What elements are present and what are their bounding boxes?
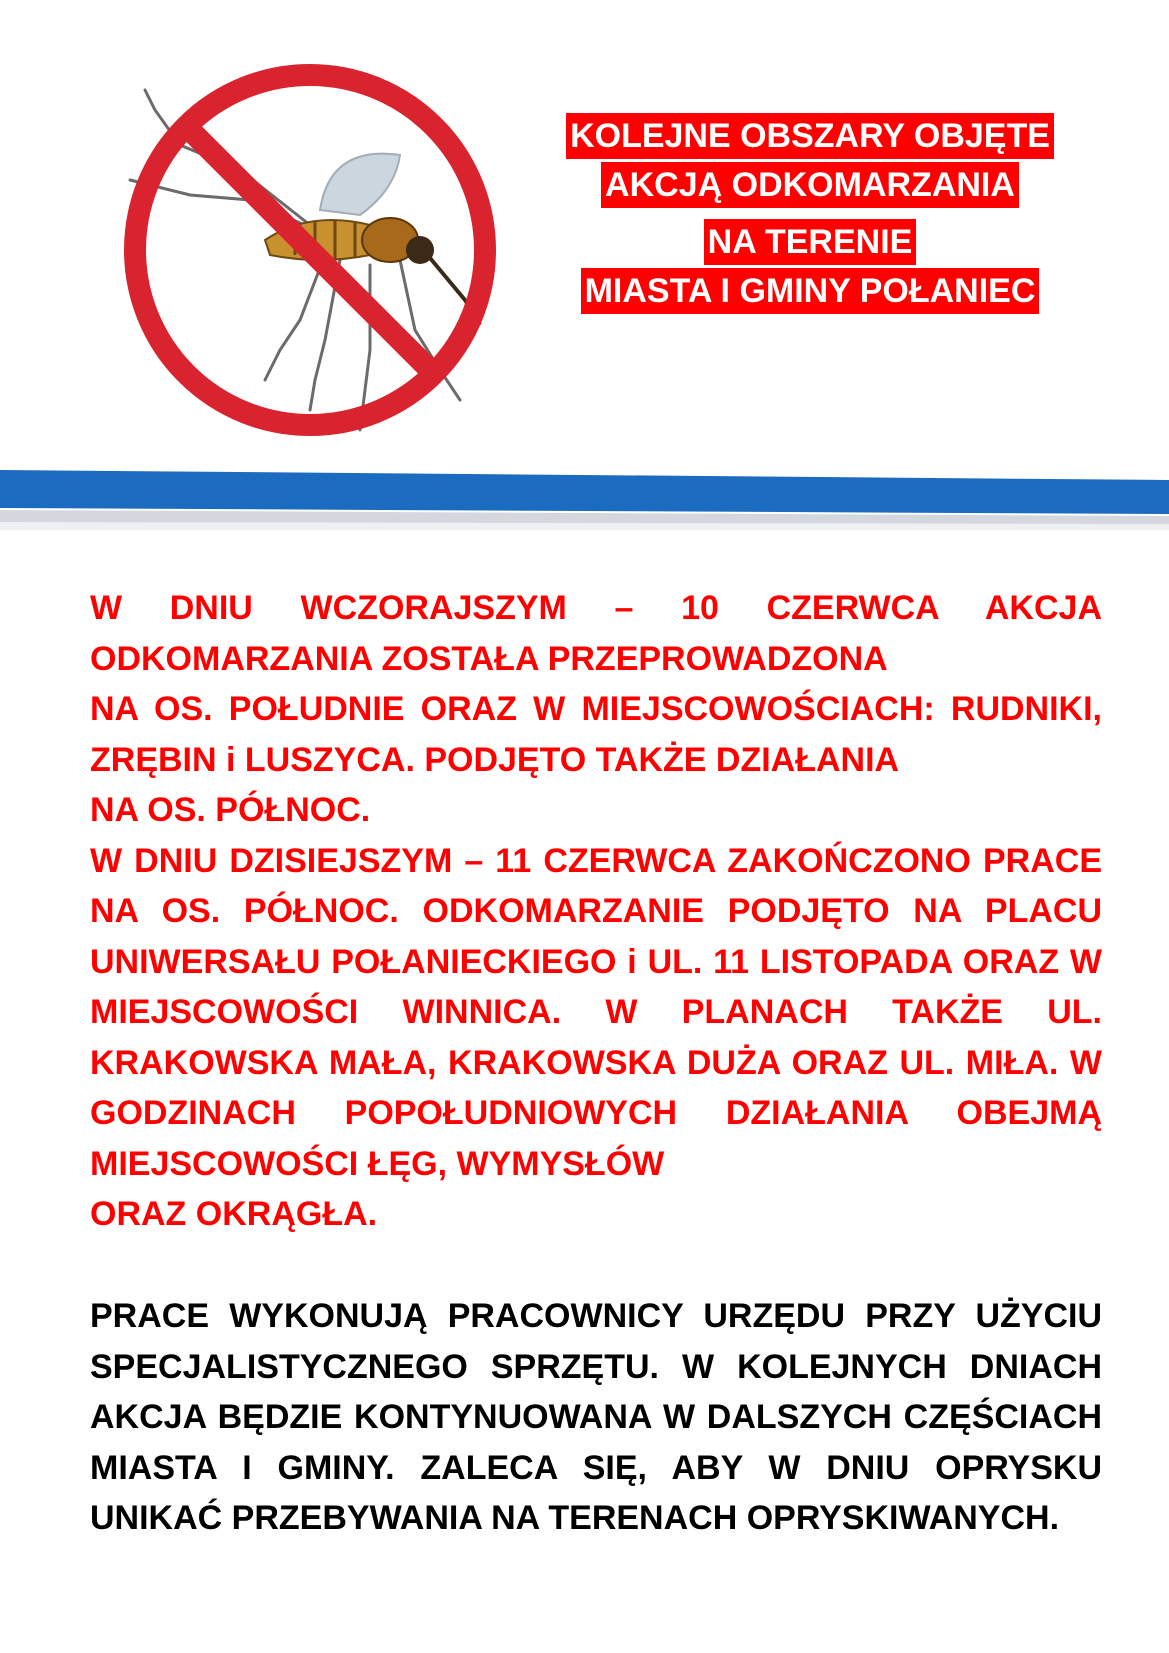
red-paragraph-part-4: W DNIU DZISIEJSZYM – 11 CZERWCA ZAKOŃCZONO PRACE NA OS. PÓŁNOC. ODKOMARZANIE PODJĘTO NA PLACU UNIWERSAŁU POŁANIECKIEGO i UL. 11 LISTOPADA ORAZ W MIEJSCOWOŚCI WINNICA. W PLANACH TAKŻE UL. KRAKOWSKA MAŁA, KRAKOWSKA DUŻA ORAZ UL. MIŁA. W GODZINACH POPOŁUDNIOWYCH DZIAŁANIA OBEJMĄ MIEJSCOWOŚCI ŁĘG, WYMYSŁÓW bbox=[90, 841, 1102, 1183]
title-block bbox=[520, 113, 1100, 325]
red-paragraph-part-1: W DNIU WCZORAJSZYM – 10 CZERWCA AKCJA ODKOMARZANIA ZOSTAŁA PRZEPROWADZONA bbox=[90, 589, 1102, 678]
title-line-2: AKCJĄ ODKOMARZANIA bbox=[601, 162, 1019, 208]
red-paragraph-part-2: NA OS. POŁUDNIE ORAZ W MIEJSCOWOŚCIACH: RUDNIKI, ZRĘBIN i LUSZYCA. PODJĘTO TAKŻE DZIAŁANIA bbox=[90, 690, 1102, 779]
title-line-4: MIASTA I GMINY POŁANIEC bbox=[581, 268, 1040, 314]
black-paragraph: PRACE WYKONUJĄ PRACOWNICY URZĘDU PRZY UŻYCIU SPECJALISTYCZNEGO SPRZĘTU. W KOLEJNYCH DNIACH AKCJA BĘDZIE KONTYNUOWANA W DALSZYCH CZĘŚCIACH MIASTA I GMINY. ZALECA SIĘ, ABY W DNIU OPRYSKU UNIKAĆ PRZEBYWANIA NA TERENACH OPRYSKIWANYCH. bbox=[90, 1297, 1102, 1537]
decorative-band bbox=[0, 470, 1169, 530]
red-paragraph-part-5: ORAZ OKRĄGŁA. bbox=[90, 1195, 378, 1233]
title-line-3: NA TERENIE bbox=[704, 219, 917, 265]
no-mosquito-icon bbox=[70, 50, 520, 440]
red-paragraph bbox=[90, 583, 1102, 1240]
red-paragraph-part-3: NA OS. PÓŁNOC. bbox=[90, 791, 371, 829]
title-line-1: KOLEJNE OBSZARY OBJĘTE bbox=[566, 113, 1054, 159]
